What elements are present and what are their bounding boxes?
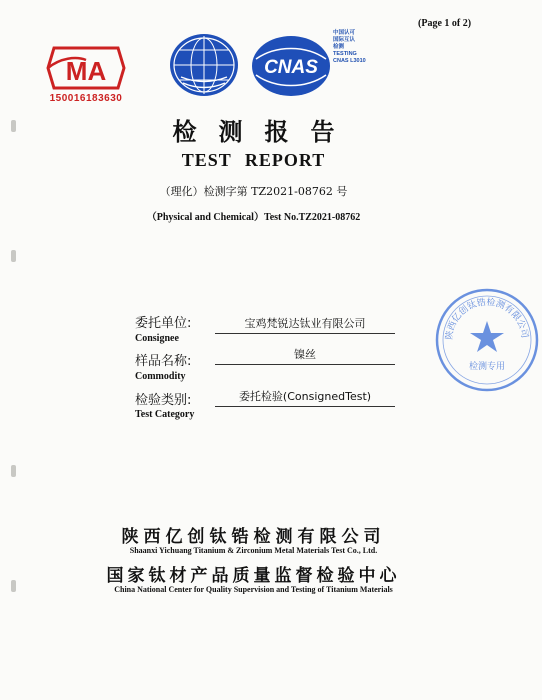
binder-hole: [11, 120, 16, 132]
seal-star-icon: [470, 321, 504, 352]
inspection-seal: [432, 285, 542, 395]
seal-arc-text: 陕西亿创钛锆检测有限公司: [444, 297, 530, 341]
center-name-cn: 国家钛材产品质量监督检验中心: [106, 566, 401, 586]
report-number-cn: （理化）检测字第 TZ2021-08762 号: [159, 185, 348, 198]
report-number-en: （Physical and Chemical）Test No.TZ2021-08762: [146, 212, 361, 223]
globe-logo: [165, 30, 243, 100]
cma-number: 150016183630: [49, 93, 123, 104]
page-counter: (Page 1 of 2): [418, 18, 472, 29]
commodity-value: 镍丝: [215, 346, 395, 365]
organization-name-en: Shaanxi Yichuang Titanium & Zirconium Metal Materials Test Co., Ltd.: [129, 546, 378, 555]
test-category-label-en: Test Category: [135, 409, 195, 420]
report-title-cn: 检测报告: [172, 118, 357, 146]
seal-center-text: 检测专用: [468, 362, 506, 372]
center-name-en: China National Center for Quality Supervision and Testing of Titanium Materials: [114, 585, 393, 594]
binder-hole: [11, 465, 16, 477]
commodity-label-cn: 样品名称:: [135, 354, 192, 369]
binder-hole: [11, 580, 16, 592]
test-category-label-cn: 检验类别:: [135, 393, 192, 408]
consignee-label-cn: 委托单位:: [135, 316, 192, 331]
commodity-label-en: Commodity: [135, 371, 186, 382]
binder-hole: [11, 250, 16, 262]
consignee-value: 宝鸡梵锐达钛业有限公司: [215, 315, 395, 334]
report-title-en: TEST REPORT: [181, 150, 326, 170]
cma-logo-text: MA: [65, 56, 107, 86]
cnas-logo: [250, 33, 332, 99]
organization-name-cn: 陕西亿创钛锆检测有限公司: [121, 527, 386, 547]
consignee-label-en: Consignee: [135, 333, 179, 344]
cnas-logo-text: CNAS: [264, 57, 318, 78]
cnas-side-text: 中国认可 国际互认 检测 TESTING CNAS L3010: [333, 30, 366, 64]
test-category-value: 委托检验(ConsignedTest): [215, 388, 395, 407]
